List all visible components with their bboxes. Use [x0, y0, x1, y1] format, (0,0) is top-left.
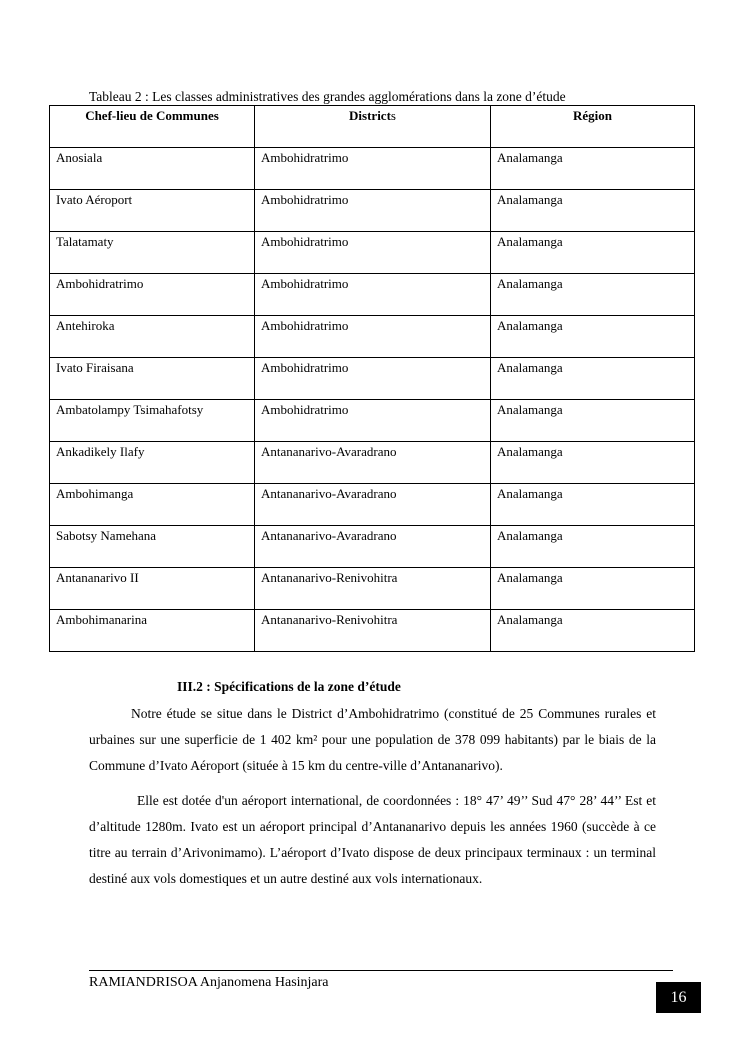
- footer-divider: [89, 970, 673, 971]
- cell-commune: Ambohidratrimo: [50, 274, 255, 316]
- cell-region: Analamanga: [491, 274, 695, 316]
- table-row: [50, 358, 695, 400]
- cell-commune: Ivato Aéroport: [50, 190, 255, 232]
- cell-region: Analamanga: [491, 190, 695, 232]
- communes-table: [49, 105, 695, 652]
- cell-district: Ambohidratrimo: [255, 232, 491, 274]
- cell-commune: Ambohimanga: [50, 484, 255, 526]
- cell-district: Antananarivo-Avaradrano: [255, 442, 491, 484]
- cell-commune: Antehiroka: [50, 316, 255, 358]
- cell-region: Analamanga: [491, 484, 695, 526]
- header-region: Région: [491, 106, 695, 148]
- cell-region: Analamanga: [491, 316, 695, 358]
- cell-district: Ambohidratrimo: [255, 400, 491, 442]
- cell-commune: Ivato Firaisana: [50, 358, 255, 400]
- footer-author: RAMIANDRISOA Anjanomena Hasinjara: [89, 975, 329, 990]
- table-row: [50, 232, 695, 274]
- cell-commune: Ambatolampy Tsimahafotsy: [50, 400, 255, 442]
- table-row: [50, 442, 695, 484]
- table-row: [50, 484, 695, 526]
- cell-district: Antananarivo-Avaradrano: [255, 526, 491, 568]
- cell-commune: Ambohimanarina: [50, 610, 255, 652]
- page-number: 16: [656, 982, 701, 1013]
- cell-district: Ambohidratrimo: [255, 358, 491, 400]
- cell-region: Analamanga: [491, 232, 695, 274]
- table-row: [50, 610, 695, 652]
- cell-region: Analamanga: [491, 442, 695, 484]
- cell-region: Analamanga: [491, 610, 695, 652]
- cell-region: Analamanga: [491, 526, 695, 568]
- table-header-row: [50, 106, 695, 148]
- cell-region: Analamanga: [491, 358, 695, 400]
- header-commune: Chef-lieu de Communes: [50, 106, 255, 148]
- header-district: [255, 106, 491, 148]
- paragraph-location: Notre étude se situe dans le District d’Ambohidratrimo (constitué de 25 Communes rurales et urbaines sur une superficie de 1 402 km² pour une population de 378 099 habitants) par le biais de la Commune d’Ivato Aéroport (située à 15 km du centre-ville d’Antananarivo).: [89, 706, 656, 773]
- table-row: [50, 316, 695, 358]
- table-row: [50, 148, 695, 190]
- header-district-suffix: s: [390, 108, 396, 123]
- table-caption: Tableau 2 : Les classes administratives des grandes agglomérations dans la zone d’étude: [89, 89, 566, 104]
- table-row: [50, 190, 695, 232]
- cell-commune: Talatamaty: [50, 232, 255, 274]
- cell-region: Analamanga: [491, 148, 695, 190]
- cell-district: Ambohidratrimo: [255, 274, 491, 316]
- table-row: [50, 568, 695, 610]
- cell-district: Ambohidratrimo: [255, 316, 491, 358]
- section-title: III.2 : Spécifications de la zone d’étude: [177, 679, 401, 694]
- cell-district: Ambohidratrimo: [255, 148, 491, 190]
- cell-district: Antananarivo-Renivohitra: [255, 568, 491, 610]
- cell-commune: Antananarivo II: [50, 568, 255, 610]
- table-row: [50, 274, 695, 316]
- cell-region: Analamanga: [491, 400, 695, 442]
- table-row: [50, 526, 695, 568]
- cell-region: Analamanga: [491, 568, 695, 610]
- paragraph-airport: Elle est dotée d'un aéroport international, de coordonnées : 18° 47’ 49’’ Sud 47° 28’ 44’’ Est et d’altitude 1280m. Ivato est un aéroport principal d’Antananarivo depuis les années 1960 (succède à ce titre au terrain d’Arivonimamo). L’aéroport d’Ivato dispose de deux principaux terminaux : un terminal destiné aux vols domestiques et un autre destiné aux vols internationaux.: [89, 793, 656, 886]
- header-district-main: District: [349, 108, 391, 123]
- cell-commune: Sabotsy Namehana: [50, 526, 255, 568]
- cell-district: Ambohidratrimo: [255, 190, 491, 232]
- table-row: [50, 400, 695, 442]
- cell-commune: Anosiala: [50, 148, 255, 190]
- cell-commune: Ankadikely Ilafy: [50, 442, 255, 484]
- cell-district: Antananarivo-Renivohitra: [255, 610, 491, 652]
- cell-district: Antananarivo-Avaradrano: [255, 484, 491, 526]
